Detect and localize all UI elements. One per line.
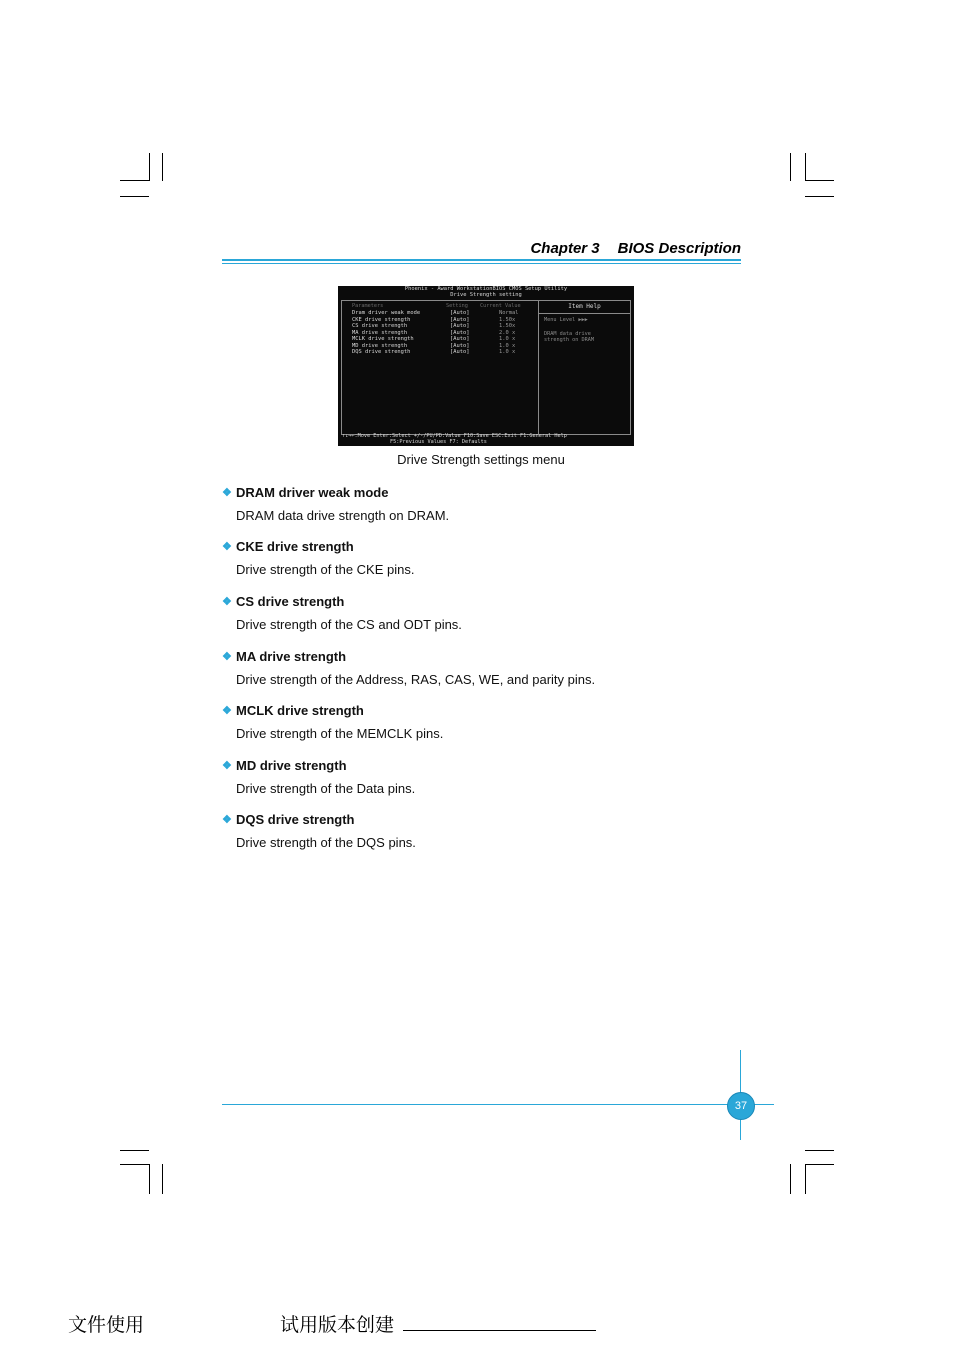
bios-footer-keys: F5:Previous Values F7: Defaults bbox=[390, 439, 487, 445]
item-description: Drive strength of the DQS pins. bbox=[236, 835, 416, 850]
diamond-bullet-icon: ❖ bbox=[222, 705, 232, 717]
bios-col-header: Parameters bbox=[352, 303, 384, 309]
bios-param: Dram driver weak mode bbox=[352, 310, 421, 316]
signature-line bbox=[403, 1330, 596, 1331]
bios-help-text: strength on DRAM bbox=[544, 337, 594, 343]
bios-value: 2.0 x bbox=[499, 330, 516, 336]
bios-setting[interactable]: [Auto] bbox=[450, 336, 470, 342]
list-item bbox=[222, 649, 595, 687]
bios-title: Phoenix - Award WorkstationBIOS CMOS Setup Utility bbox=[404, 286, 568, 292]
bios-value: 1.50x bbox=[499, 317, 516, 323]
bios-value: Normal bbox=[499, 310, 519, 316]
crop-mark bbox=[805, 180, 834, 181]
bios-param: MA drive strength bbox=[352, 330, 408, 336]
diamond-bullet-icon: ❖ bbox=[222, 760, 232, 772]
bios-footer-keys: ↑↓→←:Move Enter:Select +/-/PU/PD:Value F10:Save ESC:Exit F1:General Help bbox=[342, 433, 567, 439]
item-description: Drive strength of the CKE pins. bbox=[236, 562, 415, 577]
item-description: Drive strength of the Address, RAS, CAS, WE, and parity pins. bbox=[236, 672, 596, 687]
list-item bbox=[222, 703, 443, 741]
bios-col-header: Current Value bbox=[480, 303, 521, 309]
bios-setting[interactable]: [Auto] bbox=[450, 349, 470, 355]
bios-value: 1.0 x bbox=[499, 349, 516, 355]
figure-caption: Drive Strength settings menu bbox=[397, 452, 565, 467]
bios-setting[interactable]: [Auto] bbox=[450, 343, 470, 349]
bios-setting[interactable]: [Auto] bbox=[450, 323, 470, 329]
header-rule bbox=[222, 259, 741, 261]
bios-setting[interactable]: [Auto] bbox=[450, 317, 470, 323]
crop-mark bbox=[120, 1164, 149, 1165]
bios-value: 1.50x bbox=[499, 323, 516, 329]
bios-help-text: DRAM data drive bbox=[544, 331, 591, 337]
bios-param: DQS drive strength bbox=[352, 349, 411, 355]
item-title: MD drive strength bbox=[236, 758, 347, 773]
header-rule-thin bbox=[222, 263, 741, 264]
item-description: Drive strength of the CS and ODT pins. bbox=[236, 617, 462, 632]
diamond-bullet-icon: ❖ bbox=[222, 596, 232, 608]
footer-rule bbox=[222, 1104, 774, 1105]
bios-param: MD drive strength bbox=[352, 343, 408, 349]
crop-mark bbox=[162, 1164, 163, 1194]
crop-mark bbox=[790, 1164, 791, 1194]
bios-divider bbox=[538, 300, 539, 434]
bios-setting[interactable]: [Auto] bbox=[450, 330, 470, 336]
bios-row[interactable] bbox=[352, 336, 414, 343]
diamond-bullet-icon: ❖ bbox=[222, 651, 232, 663]
list-item bbox=[222, 539, 414, 577]
crop-mark bbox=[805, 196, 834, 197]
item-title: MA drive strength bbox=[236, 649, 347, 664]
bios-param: CKE drive strength bbox=[352, 317, 411, 323]
crop-mark bbox=[805, 1164, 806, 1194]
item-title: MCLK drive strength bbox=[236, 703, 364, 718]
bios-param: CS drive strength bbox=[352, 323, 408, 329]
crop-mark bbox=[149, 1164, 150, 1194]
crop-mark bbox=[120, 1150, 149, 1151]
bios-help-menu-level: Menu Level ▶▶▶ bbox=[544, 317, 588, 323]
item-title: DQS drive strength bbox=[236, 812, 355, 827]
crop-mark bbox=[149, 153, 150, 181]
item-description: Drive strength of the Data pins. bbox=[236, 781, 416, 796]
crop-mark bbox=[120, 196, 149, 197]
bios-screenshot bbox=[338, 286, 634, 446]
bios-param: MCLK drive strength bbox=[352, 336, 414, 342]
item-title: CS drive strength bbox=[236, 594, 345, 609]
bios-setting[interactable]: [Auto] bbox=[450, 310, 470, 316]
bios-row[interactable] bbox=[352, 349, 410, 356]
bios-row[interactable] bbox=[352, 323, 407, 330]
list-item bbox=[222, 594, 462, 632]
bios-col-header: Setting bbox=[446, 303, 468, 309]
bios-subtitle: Drive Strength setting bbox=[450, 292, 522, 298]
bios-help-divider bbox=[539, 313, 630, 314]
list-item bbox=[222, 485, 449, 523]
item-description: DRAM data drive strength on DRAM. bbox=[236, 508, 450, 523]
item-description: Drive strength of the MEMCLK pins. bbox=[236, 726, 444, 741]
page-number: 37 bbox=[727, 1092, 755, 1120]
bios-value: 1.0 x bbox=[499, 343, 516, 349]
chapter-label: Chapter 3 bbox=[530, 240, 600, 257]
list-item bbox=[222, 758, 415, 796]
bios-help-title: Item Help bbox=[568, 303, 601, 310]
crop-mark bbox=[790, 153, 791, 181]
list-item bbox=[222, 812, 416, 850]
item-title: CKE drive strength bbox=[236, 539, 354, 554]
crop-mark bbox=[805, 153, 806, 181]
watermark-left: 文件使用 bbox=[68, 1314, 145, 1336]
item-title: DRAM driver weak mode bbox=[236, 485, 389, 500]
diamond-bullet-icon: ❖ bbox=[222, 814, 232, 826]
crop-mark bbox=[162, 153, 163, 181]
crop-mark bbox=[805, 1150, 834, 1151]
diamond-bullet-icon: ❖ bbox=[222, 487, 232, 499]
crop-mark bbox=[120, 180, 149, 181]
bios-row[interactable] bbox=[352, 310, 420, 317]
diamond-bullet-icon: ❖ bbox=[222, 541, 232, 553]
section-label: BIOS Description bbox=[617, 240, 741, 257]
bios-value: 1.0 x bbox=[499, 336, 516, 342]
watermark-right: 试用版本创建 bbox=[280, 1314, 395, 1336]
crop-mark bbox=[805, 1164, 834, 1165]
running-header bbox=[400, 240, 741, 257]
